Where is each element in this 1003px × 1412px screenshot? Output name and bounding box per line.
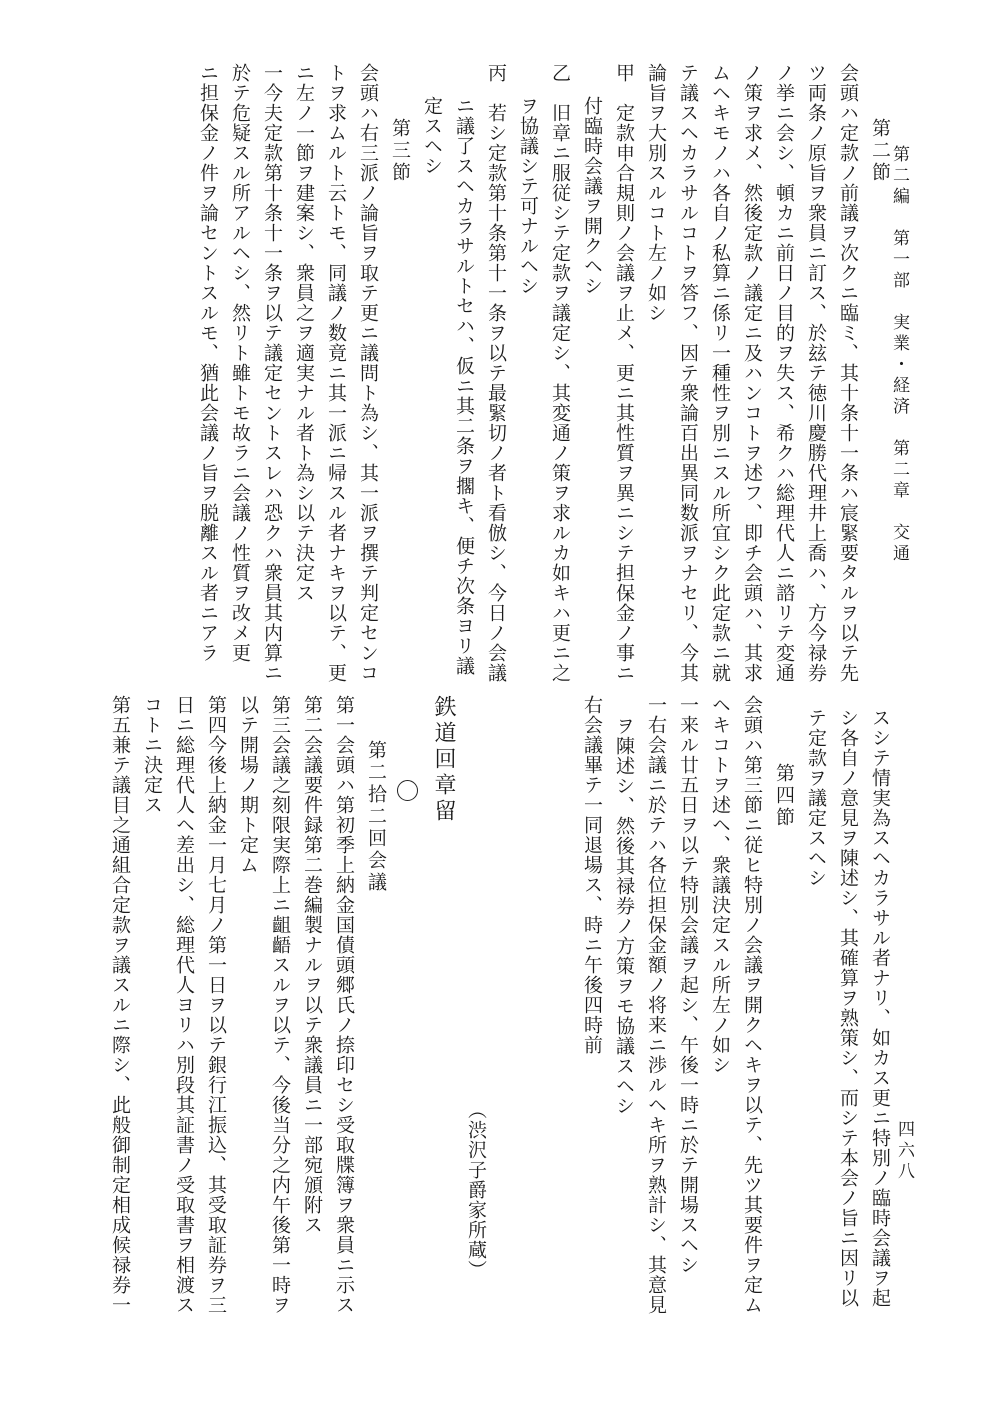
text-column: 会頭ハ第三節ニ従ヒ特別ノ会議ヲ開クヘキヲ以テ、先ツ其要件ヲ定ム [741, 695, 763, 1315]
text-column: 於テ危疑スル所アルヘシ、然リト雖トモ故ラニ会議ノ性質ヲ改メ更 [229, 63, 251, 663]
text-column: 右会議畢テ一同退場ス、時ニ午後四時前 [581, 695, 603, 1055]
text-column: 定スヘシ [421, 96, 443, 176]
text-column: 第五兼テ議目之通組合定款ヲ議スルニ際シ、此般御制定相成候禄券一 [109, 695, 131, 1315]
text-column: 以テ開場ノ期ト定ム [237, 695, 259, 875]
text-column: 会頭ハ右三派ノ論旨ヲ取テ更ニ議問ト為シ、其一派ヲ撰テ判定センコ [357, 63, 379, 683]
text-column: 一今夫定款第十条十一条ヲ以テ議定セントスレハ恐クハ衆員其内算ニ [261, 63, 283, 683]
section-heading: 第四節 [773, 763, 795, 829]
text-column: 会頭ハ定款ノ前議ヲ次クニ臨ミ、其十条十一条ハ宸緊要タルヲ以テ先 [837, 63, 859, 683]
text-column: 丙 若シ定款第十条第十一条ヲ以テ最緊切ノ者ト看倣シ、今日ノ会議 [485, 63, 507, 683]
text-column: ノ策ヲ求メ、然後定款ノ議定ニ及ハンコトヲ述フ、即チ会頭ハ、其求 [741, 63, 763, 683]
text-column: ニ議了スヘカラサルトセハ、仮ニ其二条ヲ擱キ、便チ次条ヨリ議 [453, 96, 475, 676]
text-column: ノ挙ニ会シ、頓カニ前日ノ目的ヲ失ス、希クハ総理代人ニ諮リテ変通 [773, 63, 795, 683]
text-column: （渋沢子爵家所蔵） [465, 1100, 487, 1280]
circle-divider [397, 780, 418, 801]
text-column: 一来ル廿五日ヲ以テ特別会議ヲ起シ、午後一時ニ於テ開場スヘシ [677, 695, 699, 1275]
text-column: 甲 定款申合規則ノ会議ヲ止メ、更ニ其性質ヲ異ニシテ担保金ノ事ニ [613, 63, 635, 683]
text-column: トヲ求ムルト云トモ、同議ノ数竟ニ其一派ニ帰スル者ナキヲ以テ、更 [325, 63, 347, 683]
text-column: ニ左ノ一節ヲ建案シ、衆員之ヲ適実ナル者ト為シ以テ決定ス [293, 63, 315, 603]
text-column: ニ担保金ノ件ヲ論セントスルモ、猶此会議ノ旨ヲ脱離スル者ニアラ [197, 63, 219, 663]
running-header: 第二編 第一部 実業・経済 第二章 交通 [889, 145, 909, 565]
text-column: ヘキコトヲ述ヘ、衆議決定スル所左ノ如シ [709, 695, 731, 1075]
text-column: 付臨時会議ヲ開クヘシ [581, 96, 603, 296]
document-title: 鉄道回章留 [431, 695, 456, 825]
text-column: ツ両条ノ原旨ヲ衆員ニ訂ス、於玆テ徳川慶勝代理井上喬ハ、方今禄券 [805, 63, 827, 683]
section-heading: 第二節 [869, 118, 891, 184]
section-heading: 第三節 [389, 118, 411, 184]
text-column: 第四今後上納金一月七月ノ第一日ヲ以テ銀行江振込、其受取証券ヲ三 [205, 695, 227, 1315]
page-number: 四六八 [894, 1120, 914, 1183]
text-column: コトニ決定ス [141, 695, 163, 815]
text-column: スシテ情実為スヘカラサル者ナリ、如カス更ニ特別ノ臨時会議ヲ起 [869, 708, 891, 1308]
text-column: テ議スヘカラサルコトヲ答フ、因テ衆論百出異同数派ヲナセリ、今其 [677, 63, 699, 683]
text-column: 乙 旧章ニ服従シテ定款ヲ議定シ、其変通ノ策ヲ求ルカ如キハ更ニ之 [549, 63, 571, 683]
text-column: 一右会議ニ於テハ各位担保金額ノ将来ニ渉ルヘキ所ヲ熟計シ、其意見 [645, 695, 667, 1315]
text-column: 論旨ヲ大別スルコト左ノ如シ [645, 63, 667, 323]
text-column: ヲ陳述シ、然後其禄券ノ方策ヲモ協議スヘシ [613, 716, 635, 1116]
text-column: ヲ協議シテ可ナルヘシ [517, 96, 539, 296]
text-column: テ定款ヲ議定スヘシ [805, 708, 827, 888]
text-column: 日ニ総理代人ヘ差出シ、総理代人ヨリハ別段其証書ノ受取書ヲ相渡ス [173, 695, 195, 1315]
text-column: シ各自ノ意見ヲ陳述シ、其確算ヲ熟策シ、而シテ本会ノ旨ニ因リ以 [837, 708, 859, 1308]
text-column: 第一会頭ハ第初季上納金国債頭郷氏ノ捺印セシ受取牒簿ヲ衆員ニ示ス [333, 695, 355, 1315]
text-column: ムヘキモノハ各自ノ私算ニ係リ一種性ヲ別ニスル所宜シク此定款ニ就 [709, 63, 731, 683]
text-column: 第二会議要件録第二巻編製ナルヲ以テ衆議員ニ一部宛頒附ス [301, 695, 323, 1235]
section-heading: 第二拾二回会議 [365, 740, 387, 894]
text-column: 第三会議之刻限実際上ニ齟齬スルヲ以テ、今後当分之内午後第一時ヲ [269, 695, 291, 1315]
